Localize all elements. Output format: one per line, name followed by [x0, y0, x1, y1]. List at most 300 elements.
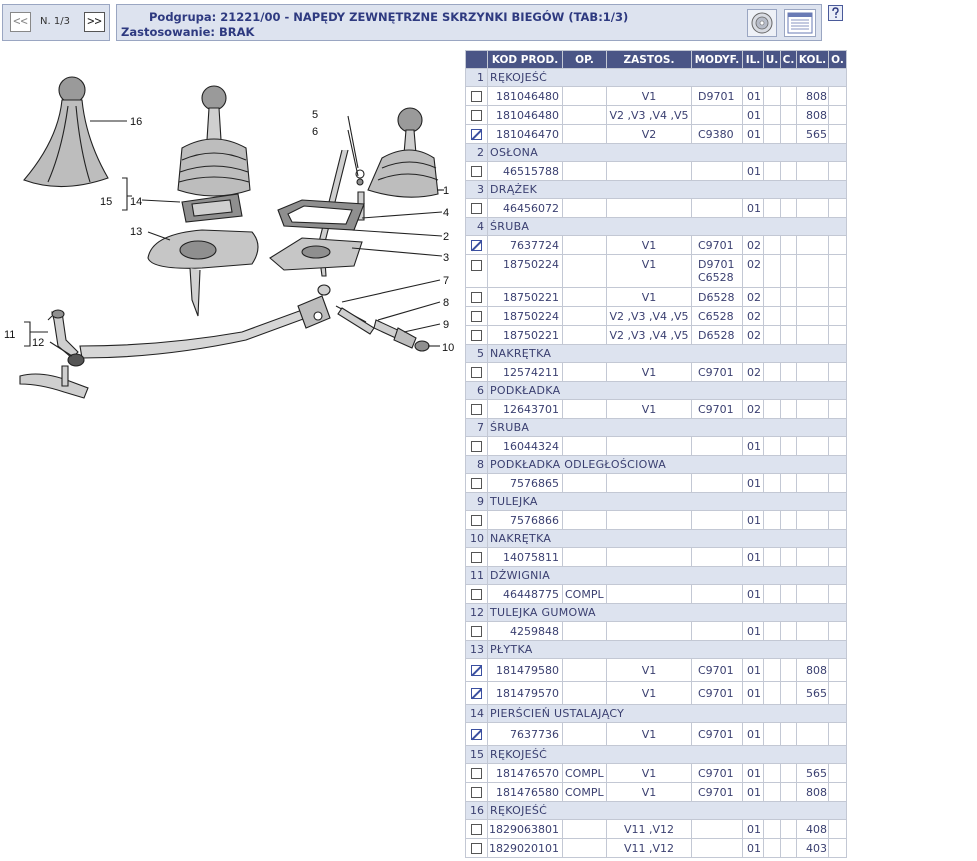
part-code: 14075811: [488, 548, 563, 567]
op-cell: [563, 236, 607, 255]
quantity-cell: 01: [743, 783, 764, 802]
o-cell: [829, 723, 847, 746]
table-row[interactable]: [466, 511, 847, 530]
c-cell: [781, 723, 797, 746]
c-cell: [781, 548, 797, 567]
modification-cell: [692, 106, 743, 125]
table-row[interactable]: [466, 839, 847, 858]
o-cell: [829, 437, 847, 456]
color-cell: [797, 363, 829, 382]
disabled-checkbox: [471, 240, 482, 251]
subgroup-line: [149, 10, 628, 24]
application-cell: V1: [607, 288, 692, 307]
row-checkbox[interactable]: [471, 787, 482, 798]
group-number: 16: [466, 802, 488, 820]
c-cell: [781, 326, 797, 345]
group-number: 15: [466, 746, 488, 764]
group-name: RĘKOJEŚĆ: [488, 69, 847, 87]
row-checkbox[interactable]: [471, 515, 482, 526]
row-checkbox[interactable]: [471, 478, 482, 489]
part-code: 181046470: [488, 125, 563, 144]
quantity-cell: 02: [743, 363, 764, 382]
row-checkbox[interactable]: [471, 203, 482, 214]
op-cell: [563, 820, 607, 839]
select-cell: [466, 307, 488, 326]
group-number: 12: [466, 604, 488, 622]
modification-code: C9701: [698, 402, 734, 416]
u-cell: [764, 87, 781, 106]
quantity-cell: 01: [743, 764, 764, 783]
u-cell: [764, 585, 781, 604]
select-cell: [466, 87, 488, 106]
o-cell: [829, 307, 847, 326]
application-line: [121, 25, 254, 39]
u-cell: [764, 326, 781, 345]
application-cell: [607, 511, 692, 530]
op-cell: [563, 437, 607, 456]
group-name: PODKŁADKA: [488, 382, 847, 400]
op-cell: [563, 511, 607, 530]
u-cell: [764, 437, 781, 456]
column-header: U.: [764, 51, 781, 69]
op-cell: [563, 87, 607, 106]
table-row[interactable]: [466, 548, 847, 567]
group-number: 14: [466, 705, 488, 723]
row-checkbox[interactable]: [471, 91, 482, 102]
c-cell: [781, 764, 797, 783]
quantity-cell: 02: [743, 400, 764, 419]
part-code: 18750221: [488, 288, 563, 307]
table-row[interactable]: [466, 783, 847, 802]
page-navigation: [2, 4, 110, 41]
color-cell: [797, 723, 829, 746]
quantity-cell: 01: [743, 511, 764, 530]
c-cell: [781, 307, 797, 326]
group-number: 13: [466, 641, 488, 659]
modification-cell: [692, 764, 743, 783]
modification-code: D9701: [698, 89, 735, 103]
op-cell: [563, 839, 607, 858]
part-code: 181479580: [488, 659, 563, 682]
select-cell: [466, 585, 488, 604]
callout-11: 11: [4, 329, 16, 341]
part-code: 18750221: [488, 326, 563, 345]
u-cell: [764, 125, 781, 144]
row-checkbox[interactable]: [471, 260, 482, 271]
table-row[interactable]: [466, 326, 847, 345]
row-checkbox[interactable]: [471, 768, 482, 779]
part-code: 181046480: [488, 87, 563, 106]
row-checkbox[interactable]: [471, 589, 482, 600]
op-cell: [563, 659, 607, 682]
o-cell: [829, 288, 847, 307]
application-cell: [607, 622, 692, 641]
application-cell: V1: [607, 682, 692, 705]
row-checkbox[interactable]: [471, 626, 482, 637]
select-cell: [466, 106, 488, 125]
c-cell: [781, 400, 797, 419]
o-cell: [829, 783, 847, 802]
group-row: [466, 604, 847, 622]
select-cell: [466, 820, 488, 839]
c-cell: [781, 199, 797, 218]
c-cell: [781, 820, 797, 839]
select-cell: [466, 363, 488, 382]
select-cell: [466, 723, 488, 746]
u-cell: [764, 820, 781, 839]
group-number: 10: [466, 530, 488, 548]
modification-cell: [692, 474, 743, 493]
color-cell: 808: [797, 783, 829, 802]
color-cell: 808: [797, 106, 829, 125]
color-cell: [797, 162, 829, 181]
subgroup-header: [116, 4, 822, 41]
u-cell: [764, 659, 781, 682]
c-cell: [781, 622, 797, 641]
callout-2: 2: [443, 231, 450, 243]
o-cell: [829, 764, 847, 783]
u-cell: [764, 106, 781, 125]
o-cell: [829, 511, 847, 530]
modification-cell: [692, 511, 743, 530]
page-indicator: N. 1/3: [40, 16, 70, 27]
quantity-cell: 01: [743, 474, 764, 493]
application-cell: [607, 585, 692, 604]
select-cell: [466, 659, 488, 682]
color-cell: [797, 307, 829, 326]
table-row[interactable]: [466, 723, 847, 746]
next-page-button[interactable]: >>: [84, 12, 105, 32]
disc-icon[interactable]: [747, 9, 777, 37]
group-name: NAKRĘTKA: [488, 530, 847, 548]
group-number: 5: [466, 345, 488, 363]
callout-8: 8: [443, 297, 450, 309]
part-code: 7576866: [488, 511, 563, 530]
row-checkbox[interactable]: [471, 824, 482, 835]
u-cell: [764, 307, 781, 326]
c-cell: [781, 363, 797, 382]
table-row[interactable]: [466, 659, 847, 682]
table-row[interactable]: [466, 307, 847, 326]
table-row[interactable]: [466, 199, 847, 218]
group-row: [466, 746, 847, 764]
list-view-icon[interactable]: [784, 9, 816, 37]
color-cell: 408: [797, 820, 829, 839]
op-cell: [563, 307, 607, 326]
modification-cell: [692, 400, 743, 419]
column-header: ZASTOS.: [607, 51, 692, 69]
part-code: 181479570: [488, 682, 563, 705]
color-cell: [797, 400, 829, 419]
part-code: 12574211: [488, 363, 563, 382]
group-row: [466, 181, 847, 199]
group-name: ŚRUBA: [488, 218, 847, 236]
modification-cell: [692, 585, 743, 604]
group-name: PODKŁADKA ODLEGŁOŚCIOWA: [488, 456, 847, 474]
c-cell: [781, 125, 797, 144]
application-cell: [607, 437, 692, 456]
table-row[interactable]: [466, 474, 847, 493]
row-checkbox[interactable]: [471, 330, 482, 341]
op-cell: [563, 548, 607, 567]
color-cell: 565: [797, 682, 829, 705]
row-checkbox[interactable]: [471, 441, 482, 452]
op-cell: [563, 400, 607, 419]
column-header: MODYF.: [692, 51, 743, 69]
disabled-checkbox: [471, 729, 482, 740]
group-name: OSŁONA: [488, 144, 847, 162]
group-row: [466, 419, 847, 437]
row-checkbox[interactable]: [471, 552, 482, 563]
color-cell: [797, 236, 829, 255]
modification-code: D6528: [698, 328, 735, 342]
group-number: 11: [466, 567, 488, 585]
modification-cell: [692, 723, 743, 746]
group-number: 7: [466, 419, 488, 437]
part-code: 1829063801: [488, 820, 563, 839]
group-row: [466, 382, 847, 400]
table-row[interactable]: [466, 682, 847, 705]
group-name: TULEJKA GUMOWA: [488, 604, 847, 622]
application-cell: V11 ,V12: [607, 839, 692, 858]
group-row: [466, 705, 847, 723]
group-number: 3: [466, 181, 488, 199]
o-cell: [829, 548, 847, 567]
quantity-cell: 01: [743, 199, 764, 218]
group-number: 4: [466, 218, 488, 236]
op-cell: [563, 106, 607, 125]
c-cell: [781, 288, 797, 307]
group-row: [466, 567, 847, 585]
quantity-cell: 01: [743, 839, 764, 858]
modification-code: C9701: [698, 238, 734, 252]
modification-code: C9701: [698, 766, 734, 780]
application-cell: V1: [607, 400, 692, 419]
modification-cell: [692, 783, 743, 802]
callout-5: 5: [312, 109, 319, 121]
c-cell: [781, 87, 797, 106]
c-cell: [781, 659, 797, 682]
modification-code: C6528: [698, 309, 734, 323]
o-cell: [829, 87, 847, 106]
callout-15: 15: [100, 196, 113, 208]
application-cell: V2 ,V3 ,V4 ,V5: [607, 106, 692, 125]
table-row[interactable]: [466, 622, 847, 641]
table-row[interactable]: [466, 437, 847, 456]
quantity-cell: 01: [743, 723, 764, 746]
o-cell: [829, 659, 847, 682]
o-cell: [829, 622, 847, 641]
quantity-cell: 01: [743, 162, 764, 181]
quantity-cell: 02: [743, 255, 764, 288]
select-cell: [466, 764, 488, 783]
c-cell: [781, 682, 797, 705]
modification-cell: [692, 363, 743, 382]
modification-cell: [692, 622, 743, 641]
row-checkbox[interactable]: [471, 843, 482, 854]
table-row[interactable]: [466, 125, 847, 144]
select-cell: [466, 162, 488, 181]
application-cell: [607, 199, 692, 218]
color-cell: 808: [797, 87, 829, 106]
callout-3: 3: [443, 252, 450, 264]
modification-cell: [692, 288, 743, 307]
modification-cell: [692, 125, 743, 144]
o-cell: [829, 236, 847, 255]
c-cell: [781, 437, 797, 456]
part-code: 7576865: [488, 474, 563, 493]
group-row: [466, 530, 847, 548]
o-cell: [829, 400, 847, 419]
row-checkbox[interactable]: [471, 404, 482, 415]
group-row: [466, 641, 847, 659]
part-code: 12643701: [488, 400, 563, 419]
select-cell: [466, 236, 488, 255]
quantity-cell: 02: [743, 307, 764, 326]
u-cell: [764, 511, 781, 530]
callout-13: 13: [130, 226, 143, 238]
modification-cell: [692, 236, 743, 255]
select-cell: [466, 548, 488, 567]
select-cell: [466, 199, 488, 218]
part-code: 46448775: [488, 585, 563, 604]
o-cell: [829, 255, 847, 288]
color-cell: [797, 585, 829, 604]
u-cell: [764, 400, 781, 419]
application-cell: V1: [607, 255, 692, 288]
row-checkbox[interactable]: [471, 311, 482, 322]
row-checkbox[interactable]: [471, 166, 482, 177]
part-code: 181476580: [488, 783, 563, 802]
group-row: [466, 345, 847, 363]
column-header: [466, 51, 488, 69]
table-row[interactable]: [466, 400, 847, 419]
o-cell: [829, 474, 847, 493]
u-cell: [764, 783, 781, 802]
color-cell: [797, 474, 829, 493]
modification-cell: [692, 326, 743, 345]
quantity-cell: 01: [743, 622, 764, 641]
application-cell: V1: [607, 87, 692, 106]
quantity-cell: 01: [743, 820, 764, 839]
table-row[interactable]: [466, 236, 847, 255]
table-row[interactable]: [466, 585, 847, 604]
part-code: 18750224: [488, 307, 563, 326]
disabled-checkbox: [471, 665, 482, 676]
quantity-cell: 01: [743, 125, 764, 144]
callout-12: 12: [32, 337, 45, 349]
table-row[interactable]: [466, 288, 847, 307]
quantity-cell: 01: [743, 585, 764, 604]
table-row[interactable]: [466, 820, 847, 839]
column-header: C.: [781, 51, 797, 69]
table-row[interactable]: [466, 87, 847, 106]
color-cell: [797, 255, 829, 288]
disabled-checkbox: [471, 688, 482, 699]
group-name: TULEJKA: [488, 493, 847, 511]
prev-page-button[interactable]: <<: [10, 12, 31, 32]
column-header: O.: [829, 51, 847, 69]
help-icon[interactable]: [828, 5, 843, 21]
modification-cell: [692, 659, 743, 682]
modification-cell: [692, 307, 743, 326]
u-cell: [764, 622, 781, 641]
callout-9: 9: [443, 319, 450, 331]
application-cell: V1: [607, 723, 692, 746]
part-code: 46515788: [488, 162, 563, 181]
quantity-cell: 01: [743, 87, 764, 106]
modification-cell: [692, 820, 743, 839]
o-cell: [829, 585, 847, 604]
op-cell: [563, 162, 607, 181]
u-cell: [764, 363, 781, 382]
group-name: ŚRUBA: [488, 419, 847, 437]
u-cell: [764, 474, 781, 493]
group-name: DŹWIGNIA: [488, 567, 847, 585]
c-cell: [781, 236, 797, 255]
group-number: 8: [466, 456, 488, 474]
column-header: OP.: [563, 51, 607, 69]
group-row: [466, 144, 847, 162]
table-row[interactable]: [466, 255, 847, 288]
op-cell: [563, 682, 607, 705]
o-cell: [829, 682, 847, 705]
column-header: KOL.: [797, 51, 829, 69]
row-checkbox[interactable]: [471, 367, 482, 378]
group-row: [466, 218, 847, 236]
callout-4: 4: [443, 207, 450, 219]
op-cell: COMPL: [563, 585, 607, 604]
u-cell: [764, 548, 781, 567]
group-name: RĘKOJEŚĆ: [488, 802, 847, 820]
select-cell: [466, 783, 488, 802]
modification-code-2: C6528: [698, 271, 734, 284]
op-cell: [563, 474, 607, 493]
op-cell: [563, 326, 607, 345]
row-checkbox[interactable]: [471, 110, 482, 121]
callout-14: 14: [130, 196, 143, 208]
modification-code: C9701: [698, 785, 734, 799]
row-checkbox[interactable]: [471, 292, 482, 303]
modification-code: C9701: [698, 727, 734, 741]
op-cell: COMPL: [563, 764, 607, 783]
application-cell: V1: [607, 236, 692, 255]
modification-cell: [692, 255, 743, 288]
select-cell: [466, 326, 488, 345]
table-row[interactable]: [466, 363, 847, 382]
color-cell: [797, 288, 829, 307]
color-cell: 403: [797, 839, 829, 858]
table-row[interactable]: [466, 764, 847, 783]
color-cell: [797, 548, 829, 567]
o-cell: [829, 820, 847, 839]
o-cell: [829, 125, 847, 144]
color-cell: [797, 622, 829, 641]
o-cell: [829, 326, 847, 345]
quantity-cell: 02: [743, 236, 764, 255]
op-cell: [563, 125, 607, 144]
table-row[interactable]: [466, 162, 847, 181]
group-number: 1: [466, 69, 488, 87]
table-row[interactable]: [466, 106, 847, 125]
group-row: [466, 802, 847, 820]
u-cell: [764, 839, 781, 858]
part-code: 46456072: [488, 199, 563, 218]
u-cell: [764, 682, 781, 705]
application-cell: V1: [607, 783, 692, 802]
o-cell: [829, 199, 847, 218]
group-name: RĘKOJEŚĆ: [488, 746, 847, 764]
